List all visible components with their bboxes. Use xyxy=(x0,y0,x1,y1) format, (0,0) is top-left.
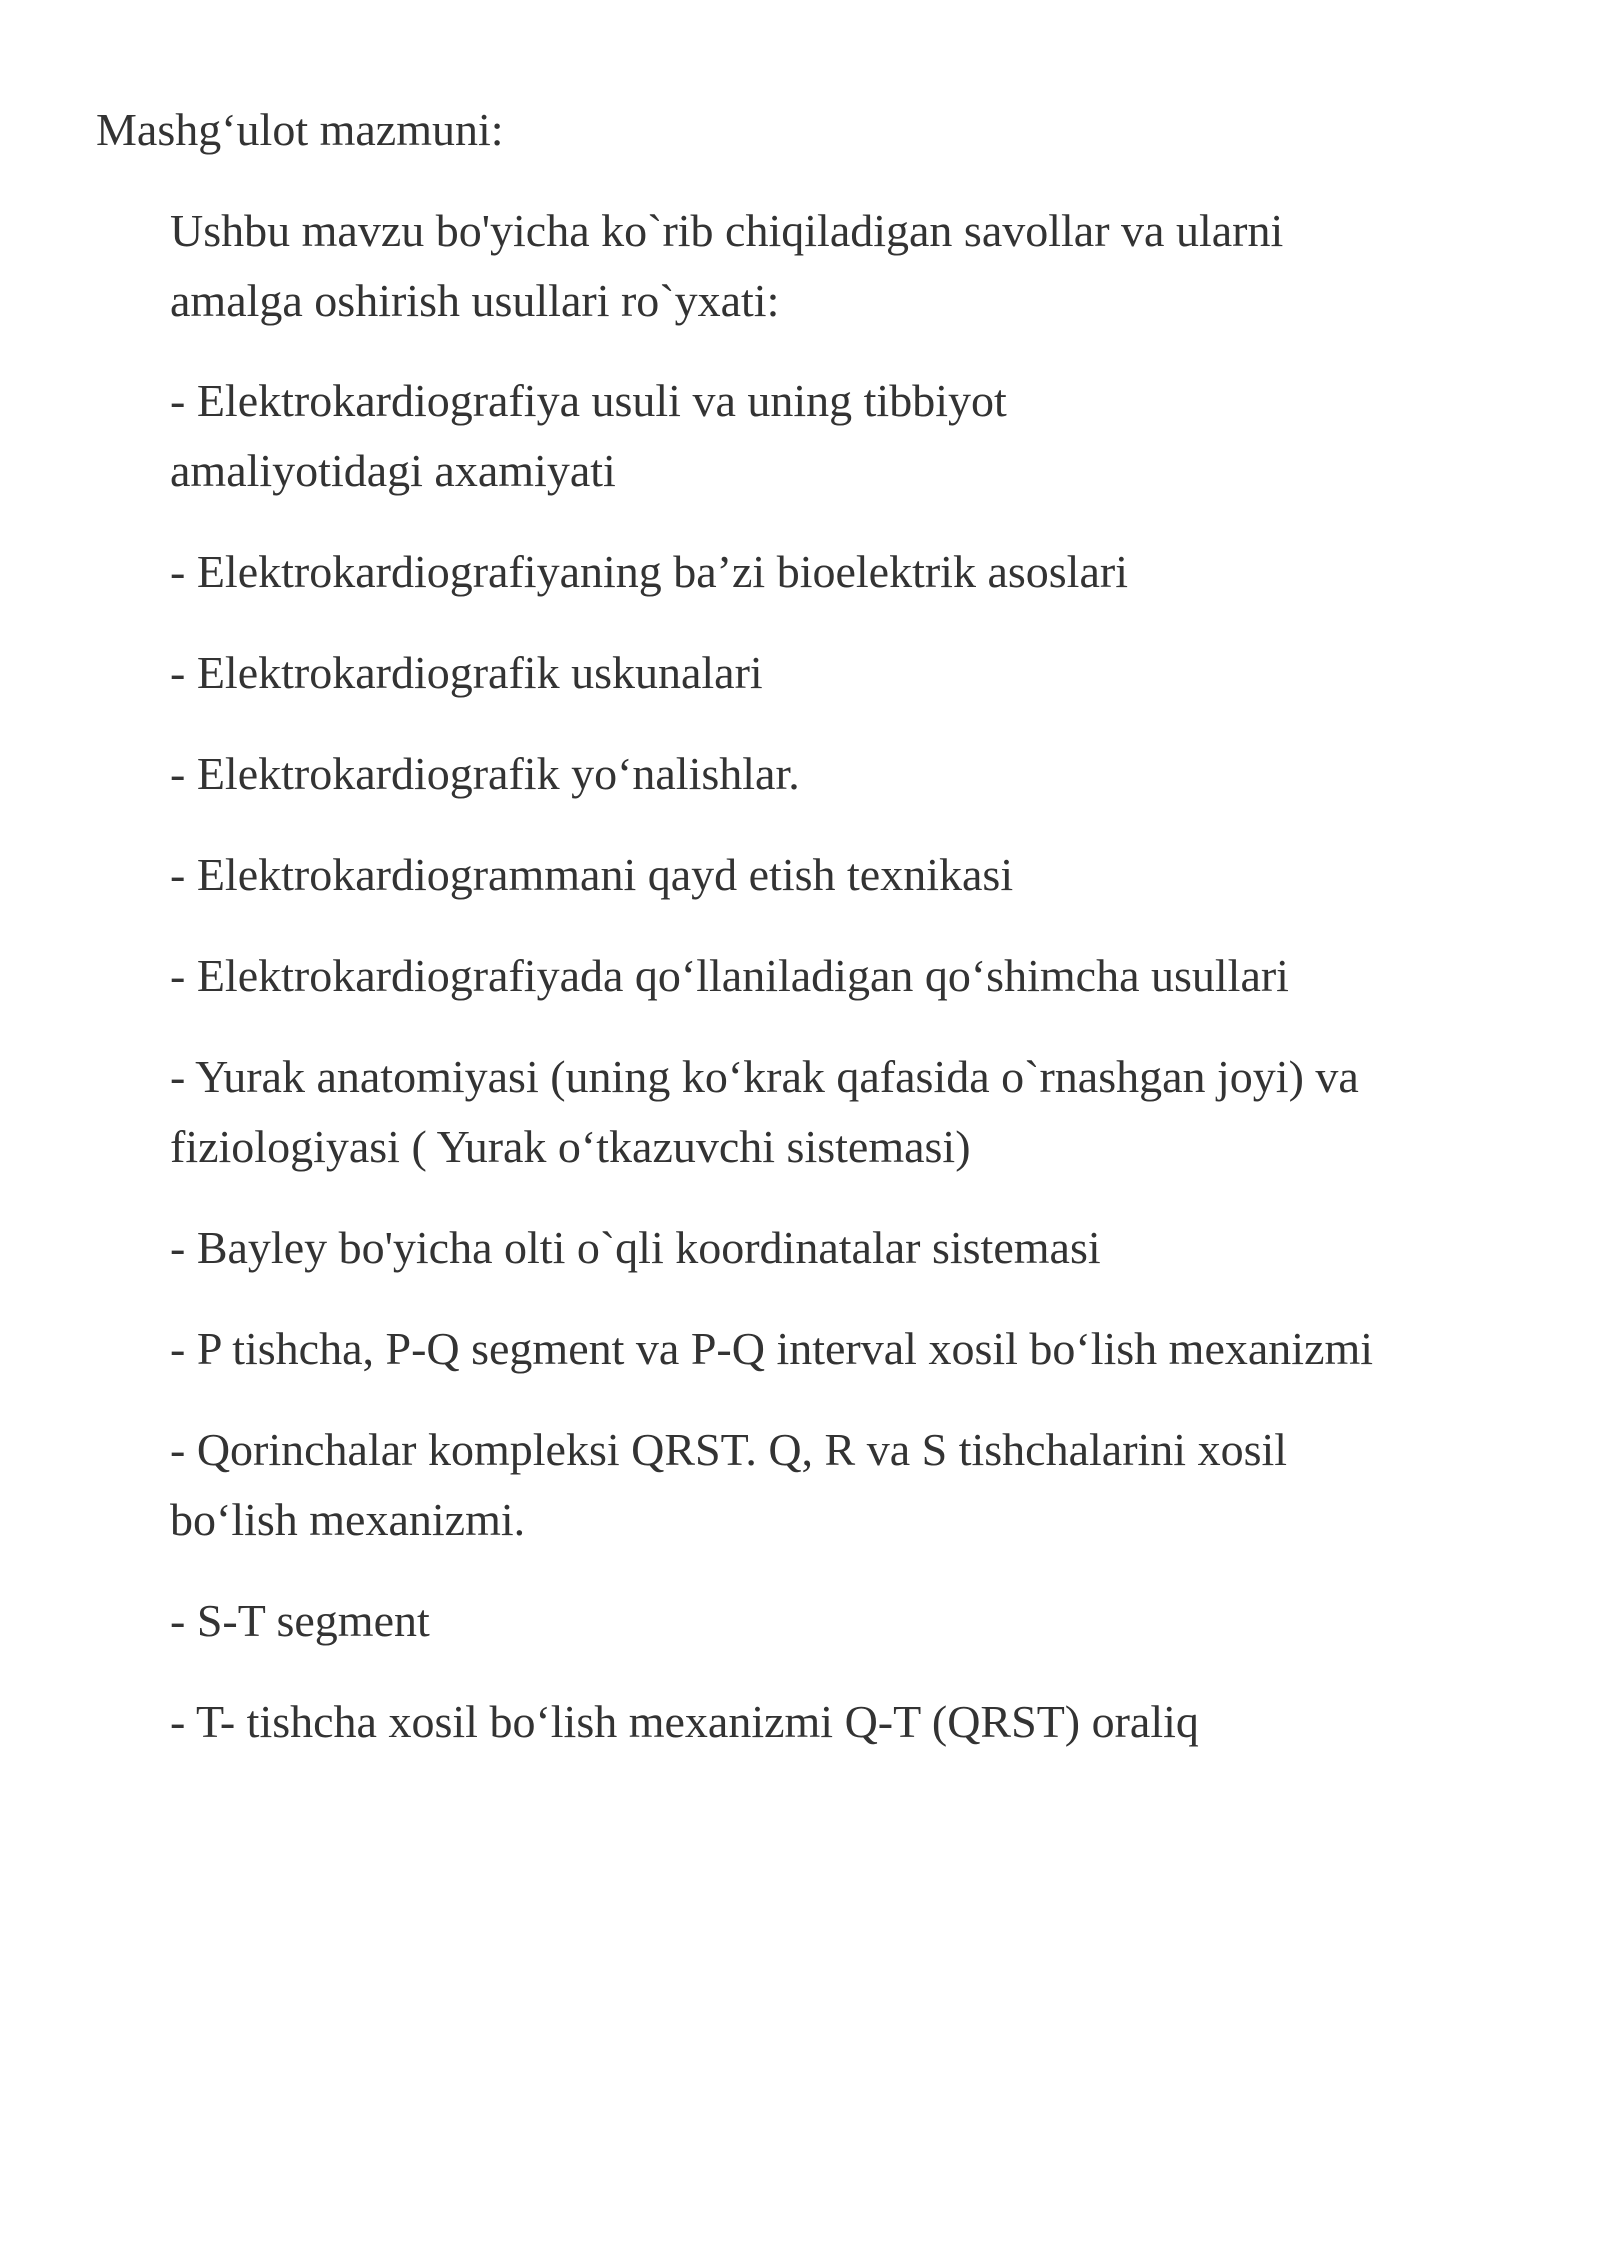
list-item: - Elektrokardiografik yo‘nalishlar. xyxy=(170,748,800,799)
list-item: - P tishcha, P-Q segment va P-Q interval xosil bo‘lish mexanizmi xyxy=(170,1323,1374,1374)
list-item: - T- tishcha xosil bo‘lish mexanizmi Q-T (QRST) oraliq xyxy=(170,1696,1199,1747)
topic-list xyxy=(170,366,1470,1757)
list-item: - Elektrokardiografiyada qo‘llaniladigan qo‘shimcha usullari xyxy=(170,950,1289,1001)
list-item: - Yurak anatomiyasi (uning ko‘krak qafasida o`rnashgan joyi) va fiziologiyasi ( Yurak o‘tkazuvchi sistemasi) xyxy=(170,1051,1359,1172)
list-item: - Elektrokardiografik uskunalari xyxy=(170,647,763,698)
list-item: - Elektrokardiografiya usuli va uning tibbiyot amaliyotidagi axamiyati xyxy=(170,375,1007,496)
list-item: - Elektrokardiografiyaning ba’zi bioelektrik asoslari xyxy=(170,546,1128,597)
list-item: - S-T segment xyxy=(170,1595,430,1646)
list-item: - Qorinchalar kompleksi QRST. Q, R va S tishchalarini xosil bo‘lish mexanizmi. xyxy=(170,1424,1288,1545)
document-content xyxy=(170,196,1470,1788)
list-item: - Elektrokardiogrammani qayd etish texnikasi xyxy=(170,849,1014,900)
intro-paragraph: Ushbu mavzu bo'yicha ko`rib chiqiladigan savollar va ularni amalga oshirish usullari ro`yxati: xyxy=(170,205,1284,326)
list-item: - Bayley bo'yicha olti o`qli koordinatalar sistemasi xyxy=(170,1222,1101,1273)
section-heading: Mashg‘ulot mazmuni: xyxy=(96,104,504,155)
